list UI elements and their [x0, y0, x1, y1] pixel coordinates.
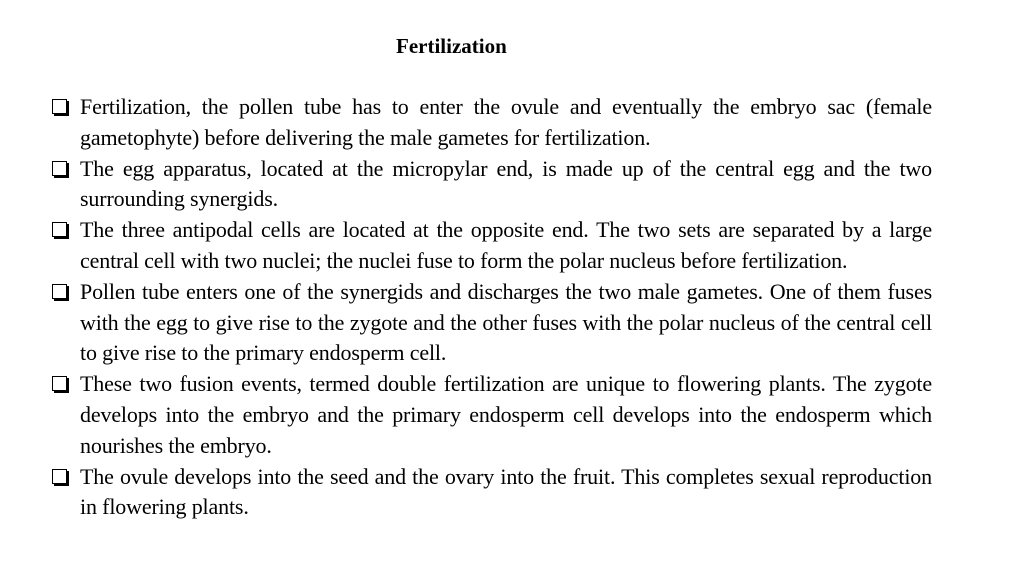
bullet-text: The ovule develops into the seed and the ovary into the fruit. This completes sexual reproduction in flowering plants.	[80, 463, 932, 520]
bullet-text: These two fusion events, termed double fertilization are unique to flowering plants. The zygote develops into the embryo and the primary endosperm cell develops into the endosperm which nourishes the embryo.	[80, 371, 932, 458]
bullet-item	[52, 462, 932, 524]
bullet-text: Fertilization, the pollen tube has to enter the ovule and eventually the embryo sac (female gametophyte) before delivering the male gametes for fertilization.	[80, 94, 932, 150]
square-bullet-icon	[52, 469, 67, 484]
bullet-text: The egg apparatus, located at the micropylar end, is made up of the central egg and the two surrounding synergids.	[80, 155, 932, 212]
bullet-text: The three antipodal cells are located at the opposite end. The two sets are separated by a large central cell with two nuclei; the nuclei fuse to form the polar nucleus before fertilization.	[80, 217, 932, 273]
square-bullet-icon	[52, 284, 67, 299]
bullet-list	[52, 92, 932, 523]
square-bullet-icon	[52, 161, 67, 176]
square-bullet-icon	[52, 99, 67, 114]
square-bullet-icon	[52, 376, 67, 391]
bullet-item	[52, 277, 932, 369]
slide-title: Fertilization	[396, 34, 507, 58]
bullet-item	[52, 154, 932, 216]
bullet-item	[52, 215, 932, 277]
square-bullet-icon	[52, 222, 67, 237]
bullet-item	[52, 369, 932, 461]
bullet-text: Pollen tube enters one of the synergids and discharges the two male gametes. One of them fuses with the egg to give rise to the zygote and the other fuses with the polar nucleus of the central cell to give rise to the primary endosperm cell.	[80, 278, 932, 366]
bullet-item	[52, 92, 932, 154]
